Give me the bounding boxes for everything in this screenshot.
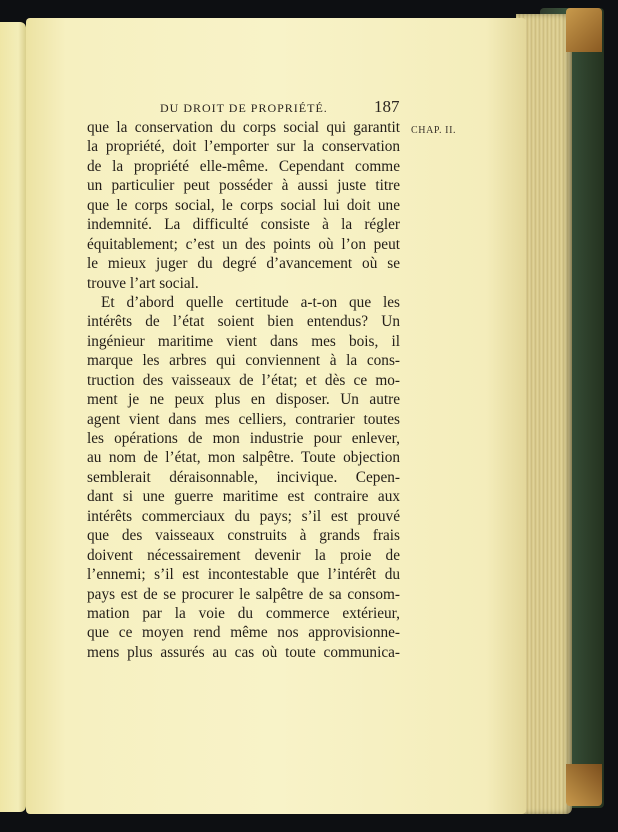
- text-line: l’ennemi; s’il est incontestable que l’intérêt du: [87, 566, 400, 584]
- text-line: intérêts de l’état soient bien entendus? Un: [87, 313, 400, 331]
- text-line: mens plus assurés au cas où toute communica-: [87, 643, 400, 661]
- cover-corner-bottom: [566, 764, 602, 806]
- text-line: truction des vaisseaux de l’état; et dès ce mo-: [87, 371, 400, 389]
- text-line: pays est de se procurer le salpêtre de sa consom-: [87, 585, 400, 603]
- body-text: [87, 118, 400, 662]
- text-line: indemnité. La difficulté consiste à la régler: [87, 216, 400, 234]
- text-line: un particulier peut posséder à aussi juste titre: [87, 177, 400, 195]
- text-line: ingénieur maritime vient dans mes bois, il: [87, 332, 400, 350]
- text-line: marque les arbres qui conviennent à la cons-: [87, 352, 400, 370]
- text-line: mation par la voie du commerce extérieur,: [87, 604, 400, 622]
- text-line: au nom de l’état, mon salpêtre. Toute objection: [87, 449, 400, 467]
- text-line: Et d’abord quelle certitude a-t-on que les: [101, 293, 400, 311]
- text-line: que le corps social, le corps social lui doit une: [87, 196, 400, 214]
- text-line: la propriété, doit l’emporter sur la conservation: [87, 138, 400, 156]
- text-line: dant si une guerre maritime est contraire aux: [87, 488, 400, 506]
- cover-corner-top: [566, 8, 602, 52]
- running-head: [160, 99, 410, 119]
- running-title: DU DROIT DE PROPRIÉTÉ.: [160, 101, 328, 115]
- text-line: semblerait déraisonnable, incivique. Cepen-: [87, 468, 400, 486]
- chapter-margin-note: CHAP. II.: [411, 125, 457, 136]
- text-line: de la propriété elle-même. Cependant comme: [87, 157, 400, 175]
- facing-page-edge: [0, 22, 26, 812]
- text-line: ment je ne peux plus en disposer. Un autre: [87, 391, 400, 409]
- text-line: que ce moyen rend même nos approvisionne-: [87, 624, 400, 642]
- text-line: que la conservation du corps social qui garantit: [87, 119, 400, 136]
- text-line: doivent nécessairement devenir la proie de: [87, 546, 400, 564]
- text-line: agent vient dans mes celliers, contrarier toutes: [87, 410, 400, 428]
- text-line: intérêts commerciaux du pays; s’il est prouvé: [87, 507, 400, 525]
- text-line: le mieux juger du degré d’avancement où se: [87, 255, 400, 273]
- page-number: 187: [374, 97, 400, 116]
- text-line: équitablement; c’est un des points où l’on peut: [87, 235, 400, 253]
- text-line: les opérations de mon industrie pour enlever,: [87, 430, 400, 447]
- text-line: que des vaisseaux construits à grands frais: [87, 527, 400, 545]
- text-line: trouve l’art social.: [87, 274, 199, 292]
